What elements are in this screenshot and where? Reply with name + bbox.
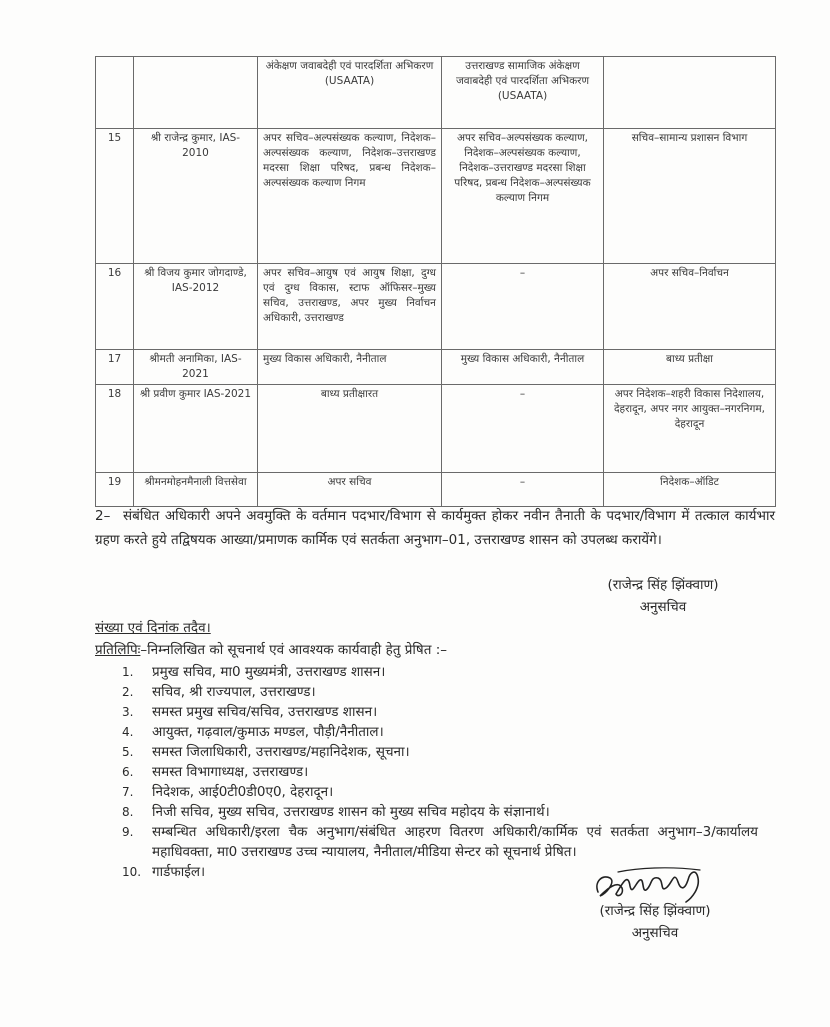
list-text: गार्डफाईल। — [152, 864, 206, 880]
list-text: समस्त प्रमुख सचिव/सचिव, उत्तराखण्ड शासन। — [152, 704, 378, 720]
new-post: सचिव–सामान्य प्रशासन विभाग — [604, 129, 776, 264]
present-post: अपर सचिव–अल्पसंख्यक कल्याण, निदेशक–अल्पसंख्यक कल्याण, निदेशक–उत्तराखण्ड मदरसा शिक्षा परिषद, प्रबन्ध निदेशक–अल्पसंख्यक कल्याण निगम — [258, 129, 442, 264]
paragraph-2 — [95, 504, 775, 552]
serial-number: 17 — [96, 350, 134, 385]
table-row — [96, 264, 776, 350]
transfer-table — [95, 56, 776, 507]
copy-to-list — [108, 662, 758, 882]
handwritten-signature — [588, 858, 718, 906]
serial-number: 15 — [96, 129, 134, 264]
serial-number — [96, 57, 134, 129]
new-post: अपर निदेशक–शहरी विकास निदेशालय, देहरादून, अपर नगर आयुक्त–नगरनिगम, देहरादून — [604, 385, 776, 473]
list-text: सम्बन्धित अधिकारी/इरला चैक अनुभाग/संबंधित आहरण वितरण अधिकारी/कार्मिक एवं सतर्कता अनुभाग–3/कार्यालय महाधिवक्ता, मा0 उत्तराखण्ड उच्च न्यायालय, नैनीताल/मीडिया सेन्टर को सूचनार्थ प्रेषित। — [152, 824, 758, 860]
new-post: बाध्य प्रतीक्षा — [604, 350, 776, 385]
officer-name: श्रीमती अनामिका, IAS-2021 — [134, 350, 258, 385]
copy-to-label: प्रतिलिपिः — [95, 642, 141, 658]
new-post — [604, 57, 776, 129]
serial-number: 16 — [96, 264, 134, 350]
present-post: अपर सचिव — [258, 473, 442, 507]
present-post: अपर सचिव–आयुष एवं आयुष शिक्षा, दुग्ध एवं दुग्ध विकास, स्टाफ ऑफिसर–मुख्य सचिव, उत्तराखण्ड, अपर मुख्य निर्वाचन अधिकारी, उत्तराखण्ड — [258, 264, 442, 350]
relieved-post: – — [442, 385, 604, 473]
list-text: समस्त जिलाधिकारी, उत्तराखण्ड/महानिदेशक, सूचना। — [152, 744, 410, 760]
serial-number: 19 — [96, 473, 134, 507]
signatory-name: (राजेन्द्र सिंह झिंक्वाण) — [599, 903, 711, 919]
present-post: अंकेक्षण जवाबदेही एवं पारदर्शिता अभिकरण (USAATA) — [258, 57, 442, 129]
paragraph-number: 2– — [95, 508, 111, 524]
table-row — [96, 385, 776, 473]
present-post: बाध्य प्रतीक्षारत — [258, 385, 442, 473]
relieved-post: मुख्य विकास अधिकारी, नैनीताल — [442, 350, 604, 385]
relieved-post: – — [442, 473, 604, 507]
table-row — [96, 129, 776, 264]
list-text: आयुक्त, गढ़वाल/कुमाऊ मण्डल, पौड़ी/नैनीताल। — [152, 724, 384, 740]
serial-number: 18 — [96, 385, 134, 473]
list-number: 7. — [122, 785, 134, 799]
signatory-designation: अनुसचिव — [631, 925, 679, 941]
paragraph-text: संबंधित अधिकारी अपने अवमुक्ति के वर्तमान पदभार/विभाग से कार्यमुक्त होकर नवीन तैनाती के पदभार/विभाग में तत्काल कार्यभार ग्रहण करते हुये तद्विषयक आख्या/प्रमाणक कार्मिक एवं सतर्कता अनुभाग–01, उत्तराखण्ड शासन को उपलब्ध करायेंगे। — [95, 508, 775, 548]
table-row — [96, 473, 776, 507]
list-number: 5. — [122, 745, 134, 759]
list-item — [108, 682, 758, 702]
relieved-post: – — [442, 264, 604, 350]
copy-to-heading — [95, 640, 447, 658]
list-item — [108, 662, 758, 682]
relieved-post: उत्तराखण्ड सामाजिक अंकेक्षण जवाबदेही एवं पारदर्शिता अभिकरण (USAATA) — [442, 57, 604, 129]
signatory-block-2 — [570, 900, 740, 944]
copy-to-text: –निम्नलिखित को सूचनार्थ एवं आवश्यक कार्यवाही हेतु प्रेषित :– — [140, 642, 448, 658]
signatory-name: (राजेन्द्र सिंह झिंक्वाण) — [607, 577, 719, 593]
table-row — [96, 350, 776, 385]
list-item — [108, 722, 758, 742]
list-item — [108, 702, 758, 722]
table-row — [96, 57, 776, 129]
officer-name: श्रीमनमोहनमैनाली वित्तसेवा — [134, 473, 258, 507]
new-post: निदेशक–ऑडिट — [604, 473, 776, 507]
officer-name — [134, 57, 258, 129]
list-number: 2. — [122, 685, 134, 699]
list-number: 6. — [122, 765, 134, 779]
officer-name: श्री विजय कुमार जोगदाण्डे, IAS-2012 — [134, 264, 258, 350]
list-text: समस्त विभागाध्यक्ष, उत्तराखण्ड। — [152, 764, 309, 780]
new-post: अपर सचिव–निर्वाचन — [604, 264, 776, 350]
officer-name: श्री राजेन्द्र कुमार, IAS-2010 — [134, 129, 258, 264]
list-item — [108, 782, 758, 802]
list-number: 9. — [122, 825, 134, 839]
list-number: 1. — [122, 665, 134, 679]
relieved-post: अपर सचिव–अल्पसंख्यक कल्याण, निदेशक–अल्पसंख्यक कल्याण, निदेशक–उत्तराखण्ड मदरसा शिक्षा परिषद, प्रबन्ध निदेशक–अल्पसंख्यक कल्याण निगम — [442, 129, 604, 264]
present-post: मुख्य विकास अधिकारी, नैनीताल — [258, 350, 442, 385]
reference-line: संख्या एवं दिनांक तदैव। — [95, 620, 211, 636]
list-text: प्रमुख सचिव, मा0 मुख्यमंत्री, उत्तराखण्ड शासन। — [152, 664, 386, 680]
list-text: निजी सचिव, मुख्य सचिव, उत्तराखण्ड शासन को मुख्य सचिव महोदय के संज्ञानार्थ। — [152, 804, 550, 820]
signatory-block-1 — [568, 574, 758, 618]
list-text: निदेशक, आई0टी0डी0ए0, देहरादून। — [152, 784, 334, 800]
list-text: सचिव, श्री राज्यपाल, उत्तराखण्ड। — [152, 684, 316, 700]
officer-name: श्री प्रवीण कुमार IAS-2021 — [134, 385, 258, 473]
list-item — [108, 762, 758, 782]
list-number: 4. — [122, 725, 134, 739]
list-item — [108, 822, 758, 862]
list-number: 10. — [122, 865, 142, 879]
list-number: 3. — [122, 705, 134, 719]
list-item — [108, 802, 758, 822]
list-item — [108, 742, 758, 762]
list-number: 8. — [122, 805, 134, 819]
signatory-designation: अनुसचिव — [639, 599, 687, 615]
